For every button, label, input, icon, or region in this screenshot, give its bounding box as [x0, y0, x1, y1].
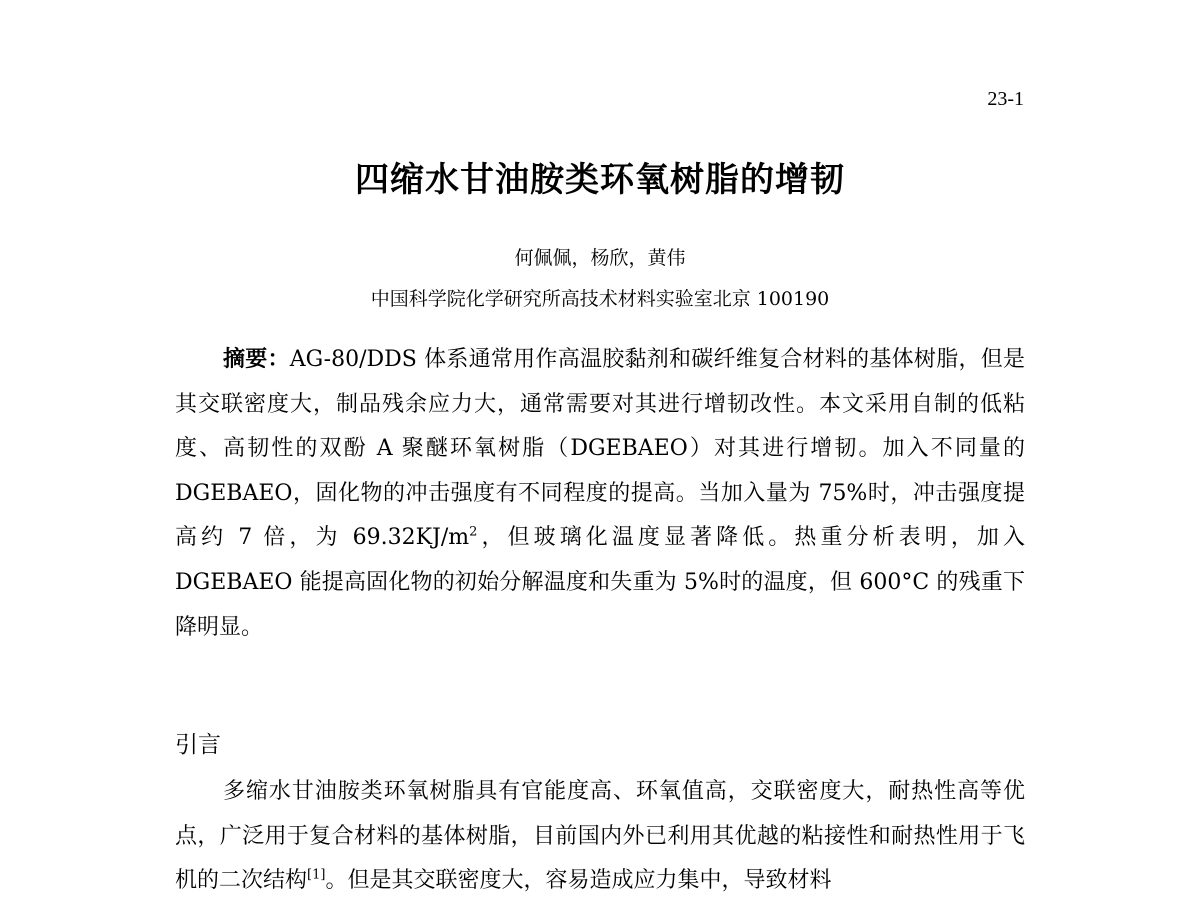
- section-heading-introduction: 引言: [175, 732, 221, 758]
- introduction-paragraph: [175, 770, 1025, 904]
- abstract-text-part1: AG-80/DDS 体系通常用作高温胶黏剂和碳纤维复合材料的基体树脂，但是其交联密度大，制品残余应力大，通常需要对其进行增韧改性。本文采用自制的低粘度、高韧性的双酚 A 聚醚环氧树脂（DGEBAEO）对其进行增韧。加入不同量的 DGEBAEO，固化物的冲击强度有不同程度的提高。当加入量为 75%时，冲击强度提高约 7 倍，为 69.32KJ/m: [175, 347, 1025, 551]
- abstract-label: 摘要：: [223, 347, 290, 372]
- intro-text-part1: 多缩水甘油胺类环氧树脂具有官能度高、环氧值高，交联密度大，耐热性高等优点，广泛用于复合材料的基体树脂，目前国内外已利用其优越的粘接性和耐热性用于飞机的二次结构: [175, 779, 1025, 894]
- abstract-text-part2: ，但玻璃化温度显著降低。热重分析表明，加入 DGEBAEO 能提高固化物的初始分解温度和失重为 5%时的温度，但 600°C 的残重下降明显。: [175, 525, 1025, 640]
- intro-text-part2: 。但是其交联密度大，容易造成应力集中，导致材料: [325, 868, 832, 894]
- citation-reference: [1]: [307, 867, 326, 883]
- page-number: 23-1: [987, 88, 1024, 110]
- abstract-superscript: 2: [469, 525, 478, 541]
- abstract: [175, 338, 1025, 650]
- paper-title: 四缩水甘油胺类环氧树脂的增韧: [355, 160, 845, 200]
- authors: 何佩佩，杨欣，黄伟: [514, 247, 686, 269]
- affiliation: 中国科学院化学研究所高技术材料实验室北京 100190: [370, 288, 830, 310]
